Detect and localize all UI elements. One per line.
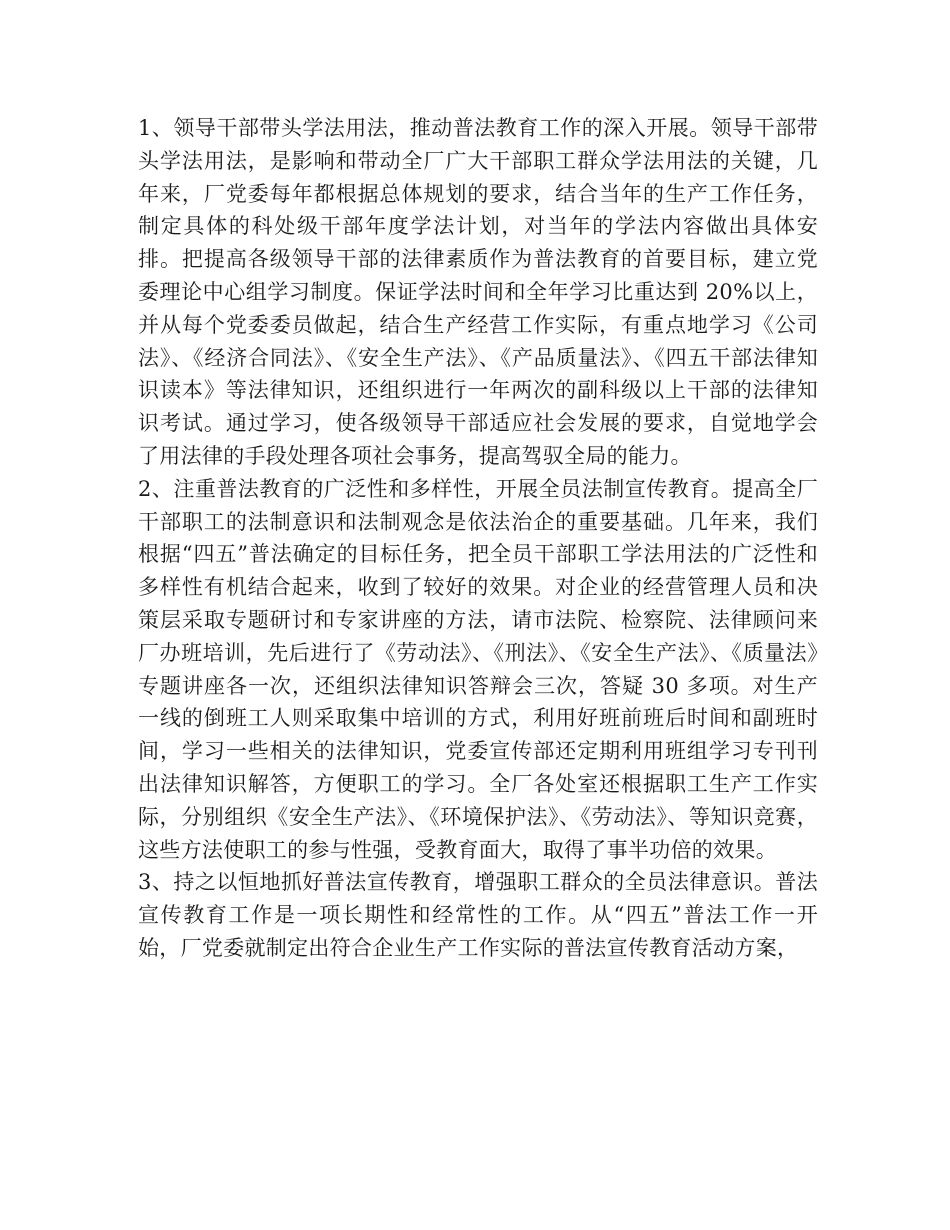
paragraph-3: 3、持之以恒地抓好普法宣传教育，增强职工群众的全员法律意识。普法宣传教育工作是一项长期性和经常性的工作。从“四五”普法工作一开始，厂党委就制定出符合企业生产工作实际的普法宣传教育活动方案， [138, 870, 818, 960]
paragraph-1: 1、领导干部带头学法用法，推动普法教育工作的深入开展。领导干部带头学法用法，是影响和带动全厂广大干部职工群众学法用法的关键，几年来，厂党委每年都根据总体规划的要求，结合当年的生产工作任务，制定具体的科处级干部年度学法计划，对当年的学法内容做出具体安排。把提高各级领导干部的法律素质作为普法教育的首要目标，建立党委理论中心组学习制度。保证学法时间和全年学习比重达到 20%以上，并从每个党委委员做起，结合生产经营工作实际，有重点地学习《公司法》、《经济合同法》、《安全生产法》、《产品质量法》、《四五干部法律知识读本》等法律知识，还组织进行一年两次的副科级以上干部的法律知识考试。通过学习，使各级领导干部适应社会发展的要求，自觉地学会了用法律的手段处理各项社会事务，提高驾驭全局的能力。 [138, 116, 818, 468]
paragraph-2: 2、注重普法教育的广泛性和多样性，开展全员法制宣传教育。提高全厂干部职工的法制意识和法制观念是依法治企的重要基础。几年来，我们根据“四五”普法确定的目标任务，把全员干部职工学法用法的广泛性和多样性有机结合起来，收到了较好的效果。对企业的经营管理人员和决策层采取专题研讨和专家讲座的方法，请市法院、检察院、法律顾问来厂办班培训，先后进行了《劳动法》、《刑法》、《安全生产法》、《质量法》专题讲座各一次，还组织法律知识答辩会三次，答疑 30 多项。对生产一线的倒班工人则采取集中培训的方式，利用好班前班后时间和副班时间，学习一些相关的法律知识，党委宣传部还定期利用班组学习专刊刊出法律知识解答，方便职工的学习。全厂各处室还根据职工生产工作实际，分别组织《安全生产法》、《环境保护法》、《劳动法》、等知识竞赛，这些方法使职工的参与性强，受教育面大，取得了事半功倍的效果。 [138, 476, 818, 862]
document-body [138, 112, 818, 965]
